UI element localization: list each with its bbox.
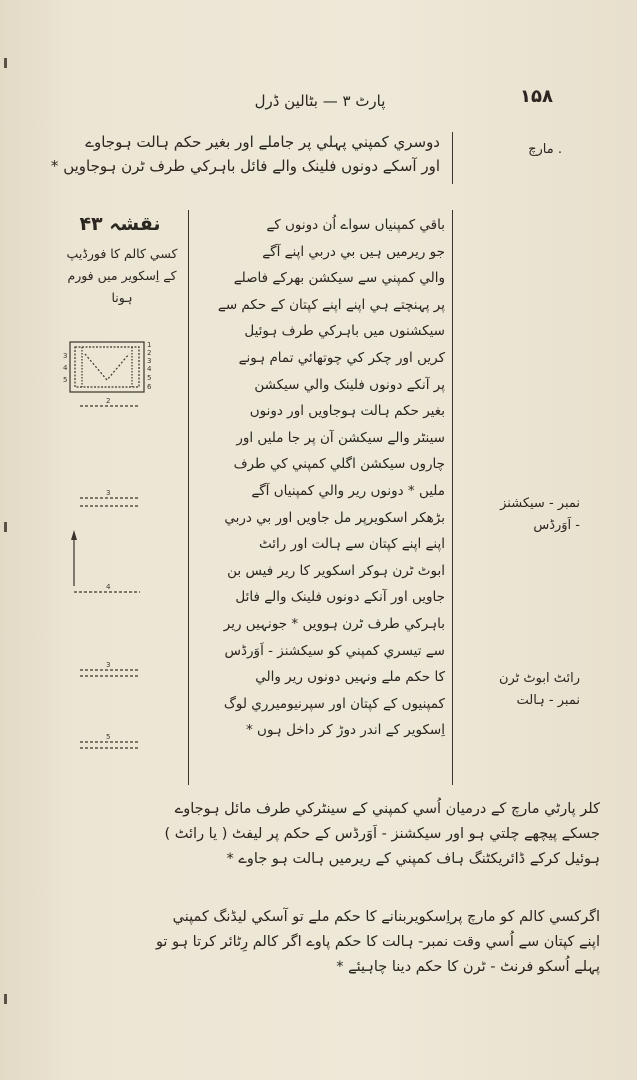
main-line: بغير حکم ہالت ہوجاويں اور دونوں xyxy=(249,403,445,420)
para-line: جسکے پيچھے چلتي ہو اور سيکشنز - اَوَرڈس کے حکم پر ليفٹ ( يا رائٹ ) xyxy=(164,826,600,842)
margin-line: رائٹ ابوٹ ٹرن xyxy=(498,671,580,686)
square-label: 3 xyxy=(63,352,68,360)
square-outline xyxy=(70,342,144,392)
paragraph-colour-party xyxy=(35,797,600,872)
diagram-figures xyxy=(60,330,160,790)
diagram-bracket xyxy=(184,210,189,785)
main-line: کريں اور چکر کي چوتھائي تمام ہونے xyxy=(238,349,445,366)
edge-mark xyxy=(4,522,7,532)
main-line: باہرکي طرف ٹرن ہوويں * جونہيں رير xyxy=(223,615,445,632)
main-line: بڑھکر اسکويرپر مل جاويں اور بي دربي xyxy=(224,509,445,526)
square-label: 4 xyxy=(63,364,68,372)
margin-label-march: . مارچ xyxy=(528,142,562,157)
top-line: دوسري کمپني پہلي پر جاملے اور بغير حکم ہالت ہوجاوے xyxy=(85,133,440,151)
para-line: ہوئيل کرکے ڈائريکٹنگ ہاف کمپني کے ريرميں ہالت ہو جاوے * xyxy=(226,851,600,867)
margin-label-sections xyxy=(470,493,580,537)
para-line: کلر پارٹي مارچ کے درميان اُسي کمپني کے سينٹرکي طرف مائل ہوجاوے xyxy=(174,801,600,817)
main-bracket xyxy=(452,210,461,785)
rank-mark: 2 xyxy=(106,397,111,405)
square-label: 5 xyxy=(147,374,152,382)
main-line: ابوٹ ٹرن ہوکر اسکوير کا رير فيس بن xyxy=(227,562,445,579)
page-number: ۱۵۸ xyxy=(520,86,553,107)
square-label: 1 xyxy=(147,341,152,349)
main-line: والي کمپني سے سيکشن بھرکے فاصلے xyxy=(233,270,445,287)
square-label: 3 xyxy=(147,357,152,365)
main-line: سينٹر والے سيکشن آن پر جا مليں اور xyxy=(236,429,445,446)
margin-label-right-about xyxy=(470,668,580,712)
top-bracket xyxy=(452,132,459,184)
arrow-up xyxy=(71,530,77,540)
main-line: سيکشنوں ميں باہرکي طرف ہوئيل xyxy=(244,323,445,340)
rank-mark: 5 xyxy=(106,733,111,741)
edge-mark xyxy=(4,58,7,68)
square-label: 6 xyxy=(147,383,152,391)
main-line: پر آنکے دونوں فلينک والي سيکشن xyxy=(254,376,445,393)
main-line: باقي کمپنياں سواے اُن دونوں کے xyxy=(266,217,445,233)
square-label: 4 xyxy=(147,365,152,373)
para-line: پہلے اُسکو فرنٹ - ٹرن کا حکم دينا چاہيئے * xyxy=(336,959,600,975)
top-line: اور آسکے دونوں فلينک والے فائل باہرکي طرف ٹرن ہوجاويں * xyxy=(50,157,440,175)
margin-line: نمبر - ہالت xyxy=(516,693,580,708)
caption-line: کسي کالم کا فورڈيپ xyxy=(66,246,178,261)
edge-mark xyxy=(4,994,7,1004)
caption-line: ہونا xyxy=(111,290,133,305)
square-label: 2 xyxy=(147,349,152,357)
main-line: جاويں اور آنکے دونوں فلينک والے فائل xyxy=(235,589,445,606)
main-line: کا حکم ملے ونہيں دونوں رير والي xyxy=(255,669,445,686)
formation-diagram xyxy=(60,330,160,790)
margin-line: - اَوَرڈس xyxy=(533,518,580,533)
para-line: اگرکسي کالم کو مارچ پراِسکويربنانے کا حکم ملے تو آسکي ليڈنگ کمپني xyxy=(172,909,600,925)
rank-mark: 3 xyxy=(106,489,111,497)
main-line: مليں * دونوں رير والي کمپنياں آگے xyxy=(251,482,445,499)
caption-line: کے اِسکوير ميں فورم xyxy=(67,268,177,283)
running-head: پارٹ ۳ — بٹالین ڈرل xyxy=(254,92,386,110)
paragraph-column-square xyxy=(35,905,600,980)
main-paragraph xyxy=(195,212,445,744)
diagram-heading: نقشہ ۴۳ xyxy=(79,213,161,235)
main-line: پر پہنچتے ہي اپنے اپنے کپتان کے حکم سے xyxy=(217,296,445,313)
main-line: اِسکوير کے اندر دوڑ کر داخل ہوں * xyxy=(246,722,445,739)
margin-line: نمبر - سيکشنز xyxy=(500,496,580,511)
top-paragraph xyxy=(30,130,440,178)
rank-mark: 3 xyxy=(106,661,111,669)
rank-mark: 4 xyxy=(106,583,111,591)
main-line: کمپنيوں کے کپتان اور سپرنيوميرري لوگ xyxy=(223,695,445,712)
main-line: سے تيسري کمپني کو سيکشنز - اَوَرڈس xyxy=(224,642,445,659)
main-line: چاروں سيکشن اگلي کمپني کي طرف xyxy=(233,456,445,473)
para-line: اپنے کپتان سے اُسي وقت نمبر- ہالت کا حکم پاوے اگر کالم رِٹائر کرتا ہو تو xyxy=(155,934,600,950)
main-line: جو ريرميں ہيں بي دربي اپنے آگے xyxy=(262,243,445,260)
diagram-caption xyxy=(42,243,202,309)
main-line: اپنے اپنے کپتان سے ہالت اور رائٹ xyxy=(258,536,445,553)
square-inner xyxy=(75,347,139,387)
square-label: 5 xyxy=(63,376,68,384)
